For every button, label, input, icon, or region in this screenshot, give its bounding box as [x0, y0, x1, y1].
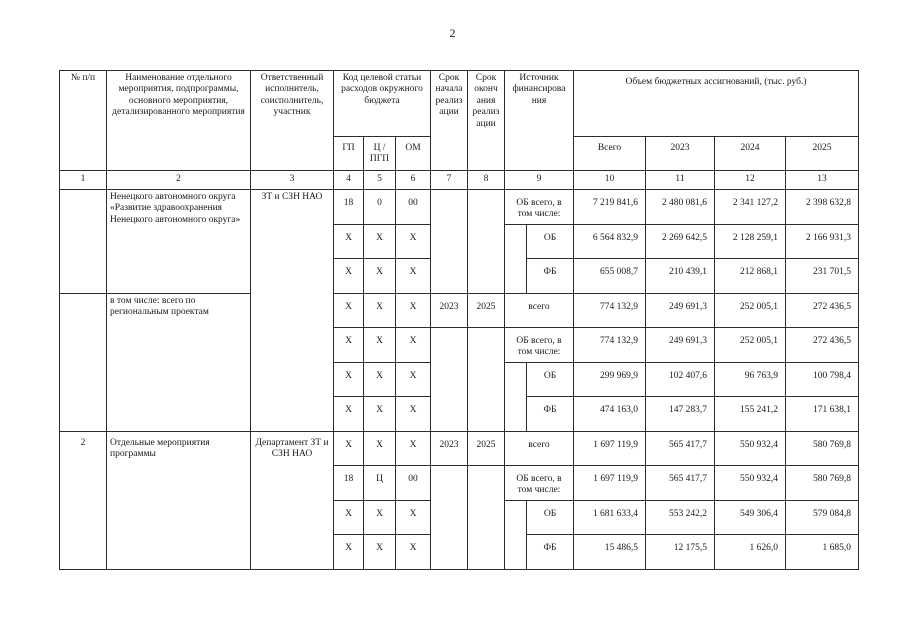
code-om: X — [396, 397, 431, 432]
value-y2024: 155 241,2 — [715, 397, 786, 432]
page-number: 2 — [449, 26, 456, 40]
column-number: 6 — [396, 171, 431, 190]
value-y2024: 252 005,1 — [715, 293, 786, 328]
row-name: в том числе: всего по региональным проектам — [107, 293, 251, 431]
source-cell: всего — [505, 431, 574, 466]
value-y2023: 565 417,7 — [646, 466, 715, 501]
column-number: 3 — [251, 171, 334, 190]
value-total: 1 681 633,4 — [574, 500, 646, 535]
header-code-om: ОМ — [396, 137, 431, 171]
code-om: X — [396, 328, 431, 363]
source-cell: ОБ — [527, 500, 574, 535]
column-number: 13 — [786, 171, 859, 190]
header-total: Всего — [574, 137, 646, 171]
value-total: 774 132,9 — [574, 328, 646, 363]
value-y2023: 102 407,6 — [646, 362, 715, 397]
value-y2024: 550 932,4 — [715, 431, 786, 466]
value-y2023: 210 439,1 — [646, 259, 715, 294]
row-start: 2023 — [431, 293, 468, 328]
column-number: 1 — [60, 171, 107, 190]
value-y2024: 96 763,9 — [715, 362, 786, 397]
value-y2025: 272 436,5 — [786, 328, 859, 363]
value-y2025: 580 769,8 — [786, 466, 859, 501]
header-end: Срок оконч ания реализ ации — [468, 71, 505, 171]
code-ts: Ц — [364, 466, 396, 501]
code-ts: X — [364, 535, 396, 570]
code-om: X — [396, 224, 431, 259]
source-cell: ФБ — [527, 535, 574, 570]
column-number: 4 — [334, 171, 364, 190]
value-y2024: 1 626,0 — [715, 535, 786, 570]
value-total: 1 697 119,9 — [574, 431, 646, 466]
code-gp: X — [334, 500, 364, 535]
code-gp: X — [334, 362, 364, 397]
code-gp: X — [334, 224, 364, 259]
value-y2023: 249 691,3 — [646, 328, 715, 363]
header-year-2025: 2025 — [786, 137, 859, 171]
value-y2024: 2 341 127,2 — [715, 190, 786, 225]
header-code-ts: Ц / ПГП — [364, 137, 396, 171]
code-om: 00 — [396, 466, 431, 501]
value-y2024: 549 306,4 — [715, 500, 786, 535]
column-number: 2 — [107, 171, 251, 190]
value-total: 6 564 832,9 — [574, 224, 646, 259]
source-cell: ФБ — [527, 397, 574, 432]
value-y2024: 252 005,1 — [715, 328, 786, 363]
value-y2025: 171 638,1 — [786, 397, 859, 432]
row-name: Ненецкого автономного округа «Развитие здравоохранения Ненецкого автономного округа» — [107, 190, 251, 294]
code-ts: X — [364, 259, 396, 294]
code-om: X — [396, 259, 431, 294]
code-om: X — [396, 535, 431, 570]
header-source: Источник финансирова ния — [505, 71, 574, 171]
row-start-cell — [431, 466, 468, 570]
code-ts: X — [364, 500, 396, 535]
code-ts: X — [364, 328, 396, 363]
value-y2023: 553 242,2 — [646, 500, 715, 535]
value-total: 15 486,5 — [574, 535, 646, 570]
value-y2023: 147 283,7 — [646, 397, 715, 432]
row-start: 2023 — [431, 431, 468, 466]
header-row — [60, 71, 859, 137]
code-om: X — [396, 293, 431, 328]
source-cell: ОБ всего, в том числе: — [505, 328, 574, 363]
source-cell: ОБ всего, в том числе: — [505, 466, 574, 501]
code-ts: X — [364, 224, 396, 259]
header-num: № п/п — [60, 71, 107, 171]
code-ts: X — [364, 362, 396, 397]
value-y2023: 565 417,7 — [646, 431, 715, 466]
header-code-gp: ГП — [334, 137, 364, 171]
value-total: 474 163,0 — [574, 397, 646, 432]
table-row — [60, 190, 859, 225]
value-total: 774 132,9 — [574, 293, 646, 328]
table-row — [60, 431, 859, 466]
header-code: Код целевой статьи расходов окружного бюджета — [334, 71, 431, 137]
row-num-cell — [60, 190, 107, 294]
row-num-cell — [60, 293, 107, 431]
source-cell: ФБ — [527, 259, 574, 294]
column-number: 8 — [468, 171, 505, 190]
value-y2025: 231 701,5 — [786, 259, 859, 294]
value-y2023: 12 175,5 — [646, 535, 715, 570]
code-ts: X — [364, 293, 396, 328]
value-y2024: 212 868,1 — [715, 259, 786, 294]
value-y2024: 2 128 259,1 — [715, 224, 786, 259]
row-responsible: ЗТ и СЗН НАО — [251, 190, 334, 432]
column-number: 9 — [505, 171, 574, 190]
column-number: 10 — [574, 171, 646, 190]
row-end-cell — [468, 328, 505, 432]
source-indent — [505, 362, 527, 431]
value-total: 1 697 119,9 — [574, 466, 646, 501]
budget-table — [59, 70, 859, 570]
source-indent — [505, 500, 527, 569]
value-y2025: 579 084,8 — [786, 500, 859, 535]
column-numbers-row — [60, 171, 859, 190]
code-om: 00 — [396, 190, 431, 225]
row-start-cell — [431, 190, 468, 294]
row-end: 2025 — [468, 293, 505, 328]
header-start: Срок начала реализ ации — [431, 71, 468, 171]
code-gp: 18 — [334, 190, 364, 225]
value-total: 299 969,9 — [574, 362, 646, 397]
code-gp: X — [334, 431, 364, 466]
row-num: 2 — [60, 431, 107, 569]
column-number: 7 — [431, 171, 468, 190]
row-responsible: Департамент ЗТ и СЗН НАО — [251, 431, 334, 569]
code-gp: X — [334, 328, 364, 363]
row-name: Отдельные мероприятия программы — [107, 431, 251, 569]
value-y2023: 2 269 642,5 — [646, 224, 715, 259]
value-total: 7 219 841,6 — [574, 190, 646, 225]
code-gp: X — [334, 535, 364, 570]
value-y2024: 550 932,4 — [715, 466, 786, 501]
code-ts: 0 — [364, 190, 396, 225]
row-end-cell — [468, 190, 505, 294]
value-y2025: 1 685,0 — [786, 535, 859, 570]
value-y2025: 272 436,5 — [786, 293, 859, 328]
code-gp: 18 — [334, 466, 364, 501]
code-gp: X — [334, 259, 364, 294]
code-gp: X — [334, 397, 364, 432]
column-number: 11 — [646, 171, 715, 190]
header-responsible: Ответственный исполнитель, соисполнитель, участник — [251, 71, 334, 171]
column-number: 12 — [715, 171, 786, 190]
row-end-cell — [468, 466, 505, 570]
value-y2025: 580 769,8 — [786, 431, 859, 466]
value-y2023: 2 480 081,6 — [646, 190, 715, 225]
row-start-cell — [431, 328, 468, 432]
value-y2025: 2 166 931,3 — [786, 224, 859, 259]
header-year-2024: 2024 — [715, 137, 786, 171]
value-y2025: 2 398 632,8 — [786, 190, 859, 225]
source-cell: ОБ — [527, 224, 574, 259]
code-om: X — [396, 431, 431, 466]
code-gp: X — [334, 293, 364, 328]
source-cell: ОБ — [527, 362, 574, 397]
header-name: Наименование отдельного мероприятия, подпрограммы, основного мероприятия, детализированного мероприятия — [107, 71, 251, 171]
source-cell: всего — [505, 293, 574, 328]
row-end: 2025 — [468, 431, 505, 466]
header-year-2023: 2023 — [646, 137, 715, 171]
value-total: 655 008,7 — [574, 259, 646, 294]
code-om: X — [396, 362, 431, 397]
table-row — [60, 293, 859, 328]
value-y2025: 100 798,4 — [786, 362, 859, 397]
source-cell: ОБ всего, в том числе: — [505, 190, 574, 225]
value-y2023: 249 691,3 — [646, 293, 715, 328]
code-ts: X — [364, 431, 396, 466]
code-ts: X — [364, 397, 396, 432]
column-number: 5 — [364, 171, 396, 190]
header-volume: Объем бюджетных ассигнований, (тыс. руб.) — [574, 71, 859, 137]
code-om: X — [396, 500, 431, 535]
source-indent — [505, 224, 527, 293]
